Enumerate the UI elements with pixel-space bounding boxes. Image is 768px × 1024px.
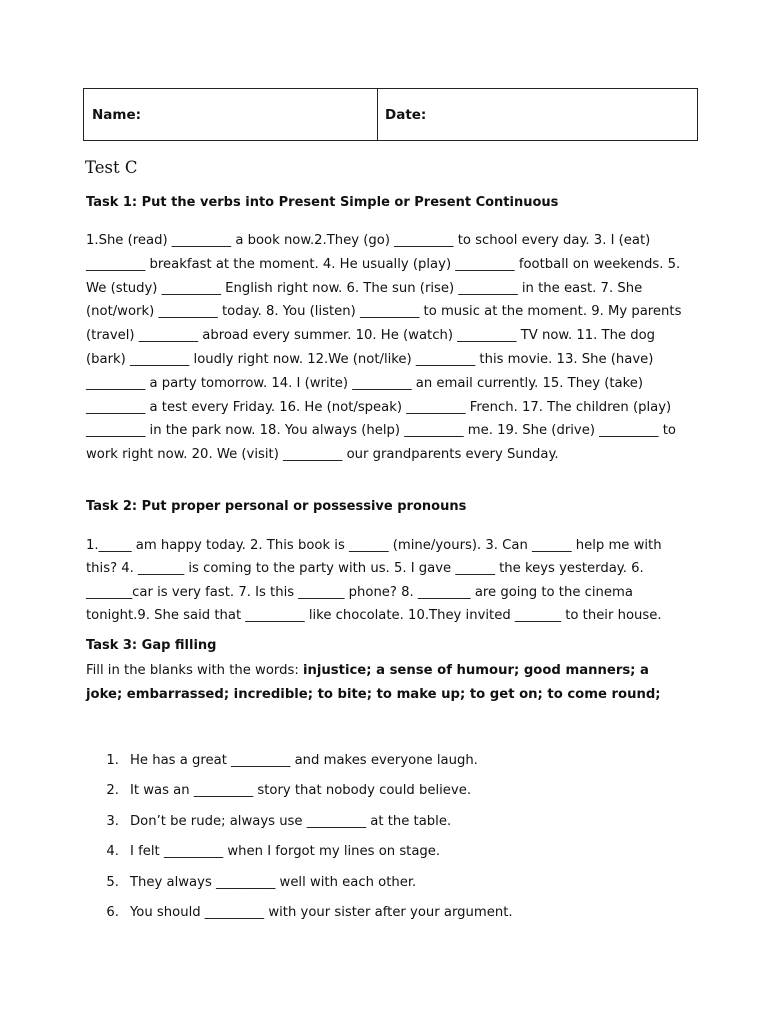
date-label: Date: xyxy=(385,106,427,123)
date-field[interactable] xyxy=(378,89,697,140)
task3-intro xyxy=(86,659,676,707)
task2-text: 1._____ am happy today. 2. This book is ______ (mine/yours). 3. Can ______ help me with this? 4. _______ is coming to the party with us. 5. I gave ______ the keys yesterday. 6. _______car is very fast. 7. Is this _______ phone? 8. ________ are going to the cinema tonight.9. She said that _________ like chocolate. 10.They invited _______ to their house. xyxy=(86,538,662,623)
task3-list xyxy=(86,745,686,928)
list-item-text: I felt _________ when I forgot my lines on stage. xyxy=(130,844,441,860)
list-item-text: They always _________ well with each other. xyxy=(130,874,417,890)
task3-word-bank: injustice; a sense of humour; good manners; a joke; embarrassed; incredible; to bite; to make up; to get on; to come round; xyxy=(86,663,661,702)
list-item-number: 4. xyxy=(106,844,119,860)
task3-intro-prefix: Fill in the blanks with the words: xyxy=(86,663,303,678)
test-title: Test C xyxy=(85,158,138,177)
list-item-text: He has a great _________ and makes everyone laugh. xyxy=(130,752,478,768)
list-item xyxy=(86,745,686,776)
list-item xyxy=(86,837,686,868)
list-item-number: 3. xyxy=(106,813,119,829)
list-item-number: 6. xyxy=(106,905,119,921)
task2-title: Task 2: Put proper personal or possessive pronouns xyxy=(86,499,467,514)
list-item-text: You should _________ with your sister after your argument. xyxy=(130,905,513,921)
list-item-number: 5. xyxy=(106,874,119,890)
list-item-number: 1. xyxy=(106,752,119,768)
list-item xyxy=(86,867,686,898)
header-table xyxy=(83,88,698,141)
task1-text: 1.She (read) _________ a book now.2.They (go) _________ to school every day. 3. I (eat) _________ breakfast at the moment. 4. He usually (play) _________ football on weekends. 5. We (study) _________ English right now. 6. The sun (rise) _________ in the east. 7. She (not/work) _________ today. 8. You (listen) _________ to music at the moment. 9. My parents (travel) _________ abroad every summer. 10. He (watch) _________ TV now. 11. The dog (bark) _________ loudly right now. 12.We (not/like) _________ this movie. 13. She (have) _________ a party tomorrow. 14. I (write) _________ an email currently. 15. They (take) _________ a test every Friday. 16. He (not/speak) _________ French. 17. The children (play) _________ in the park now. 18. You always (help) _________ me. 19. She (drive) _________ to work right now. 20. We (visit) _________ our grandparents every Sunday. xyxy=(86,233,682,463)
task3-title: Task 3: Gap filling xyxy=(86,638,217,653)
list-item-number: 2. xyxy=(106,783,119,799)
name-label: Name: xyxy=(92,106,142,123)
list-item xyxy=(86,806,686,837)
list-item-text: It was an _________ story that nobody could believe. xyxy=(130,783,472,799)
list-item-text: Don’t be rude; always use _________ at the table. xyxy=(130,813,452,829)
task1-title: Task 1: Put the verbs into Present Simple or Present Continuous xyxy=(86,195,559,210)
list-item xyxy=(86,776,686,807)
name-field[interactable] xyxy=(84,89,378,140)
list-item xyxy=(86,898,686,929)
